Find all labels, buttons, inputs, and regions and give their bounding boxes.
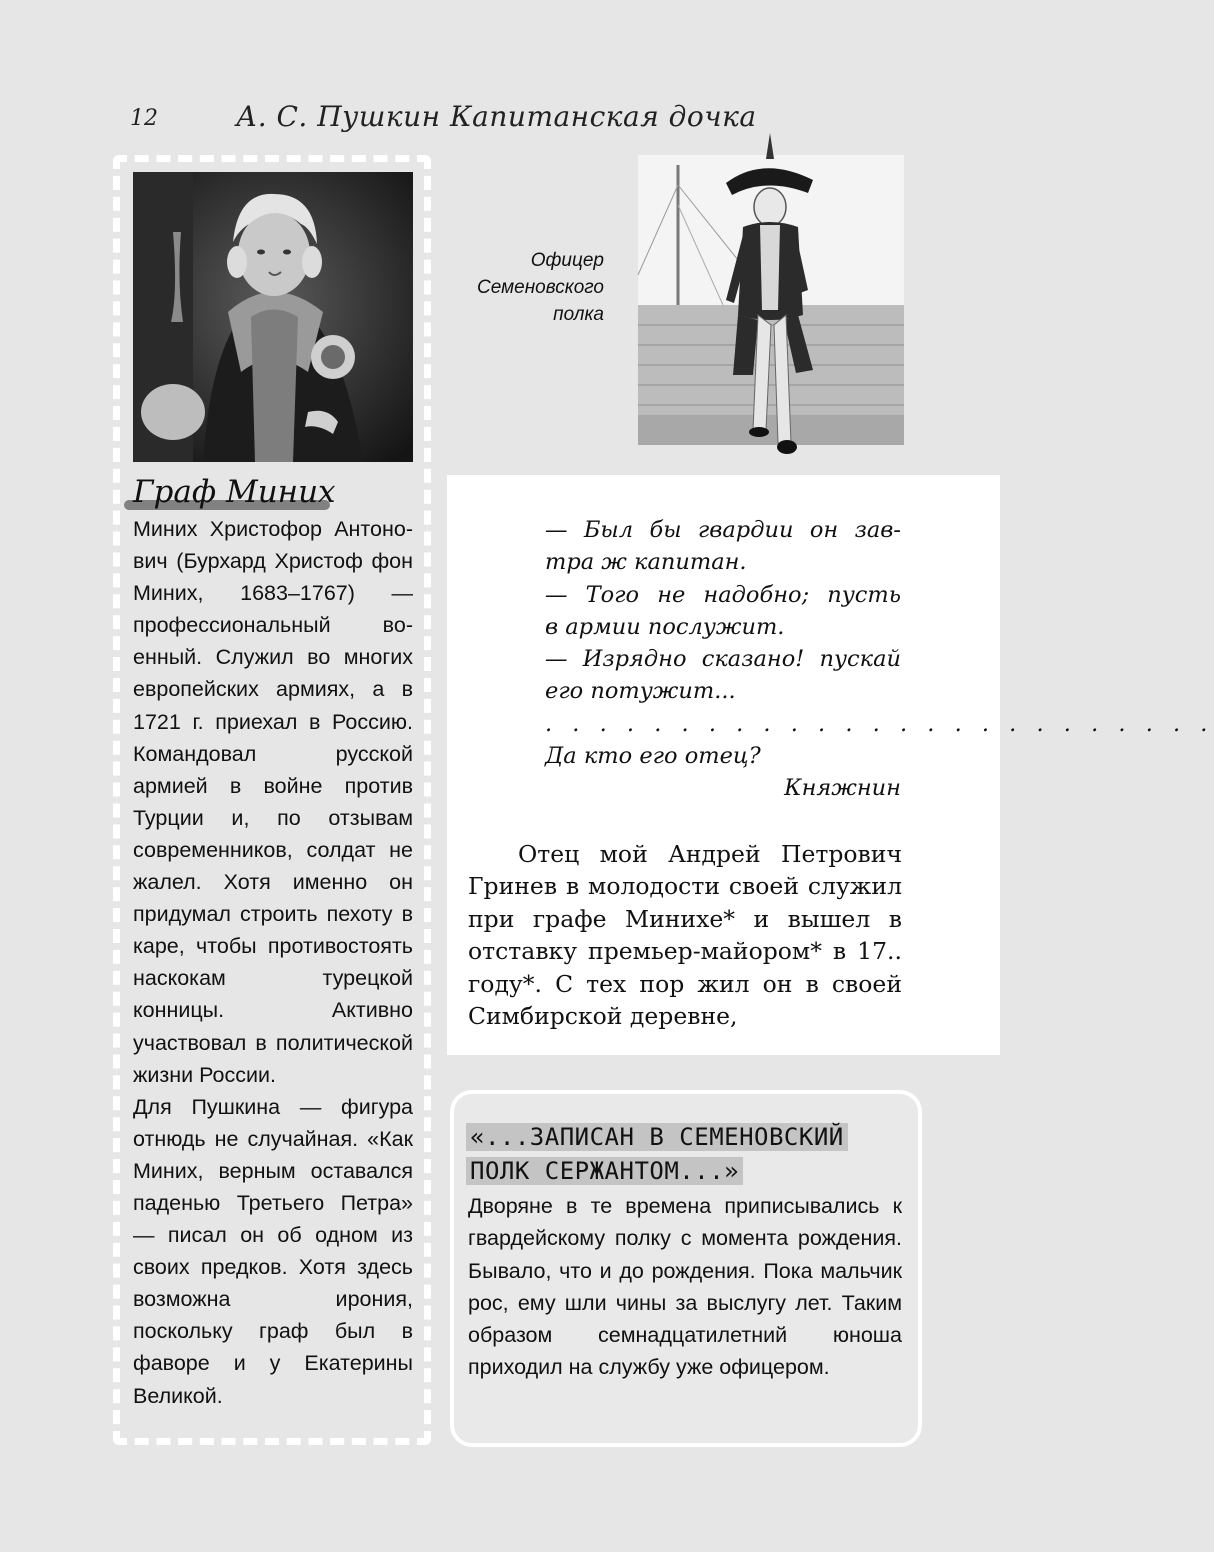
epigraph-line: в армии послужит. — [545, 613, 785, 640]
sidebar-title: Граф Миних — [133, 474, 336, 510]
officer-engraving-image — [638, 125, 904, 470]
epigraph-line: — Того не надобно; пусть — [545, 581, 901, 608]
main-paragraph: Отец мой Андрей Петрович Гринев в молодости своей служил при графе Минихе* и вышел в отставку премьер-майором* в 17.. году*. С тех пор жил он в своей Симбирской деревне, — [468, 840, 902, 1031]
epigraph-ellipsis-line: . . . . . . . . . . . . . . . . . . . . . . . . . — [545, 710, 1214, 737]
officer-caption — [440, 247, 604, 328]
epigraph-line: его потужит... — [545, 678, 736, 705]
note-title — [466, 1120, 906, 1188]
epigraph-author: Княжнин — [784, 775, 901, 802]
epigraph-line: Да кто его отец? — [545, 743, 761, 770]
sidebar-paragraph: Миних Христофор Антонович (Бурхард Христоф фон Миних, 1683–1767) — профессиональный военный. Служил во многих европейских армиях, а в 1721 г. приехал в Россию. Командовал русской армией в войне против Турции и, по отзывам современников, солдат не жалел. Хотя именно он придумал строить пехоту в каре, чтобы противостоять наскокам турецкой конницы. Активно участвовал в политической жизни России. — [133, 517, 413, 1087]
sidebar-paragraph: Для Пушкина — фигура отнюдь не случайная. «Как Миних, верным оставался паденью Третьего Петра» — писал он об одном из своих предков. Хотя здесь возможна ирония, поскольку граф был в фаворе и у Екатерины Великой. — [133, 1094, 413, 1408]
main-text — [468, 838, 902, 1032]
epigraph-line: — Изрядно сказано! пускай — [545, 646, 901, 673]
officer-caption-line: Семеновского — [477, 277, 604, 298]
note-text: Дворяне в те времена приписывались к гвардейскому полку с момента рождения. Бывало, что и до рождения. Пока мальчик рос, ему шли чины за выслугу лет. Таким образом семнадцатилетний юноша приходил на службу уже офицером. — [468, 1194, 902, 1380]
note-title-text: «...ЗАПИСАН В СЕМЕНОВСКИЙ ПОЛК СЕРЖАНТОМ...» — [466, 1123, 848, 1185]
officer-caption-line: полка — [553, 304, 604, 325]
epigraph-line: — Был бы гвардии он зав- — [545, 517, 901, 543]
running-title: А. С. Пушкин Капитанская дочка — [236, 100, 757, 133]
portrait-minikh-image — [133, 172, 413, 462]
sidebar-text — [133, 513, 413, 1412]
epigraph-line: тра ж капитан. — [545, 549, 747, 576]
officer-caption-line: Офицер — [530, 250, 604, 271]
page-number: 12 — [130, 106, 158, 131]
epigraph — [545, 514, 1214, 805]
